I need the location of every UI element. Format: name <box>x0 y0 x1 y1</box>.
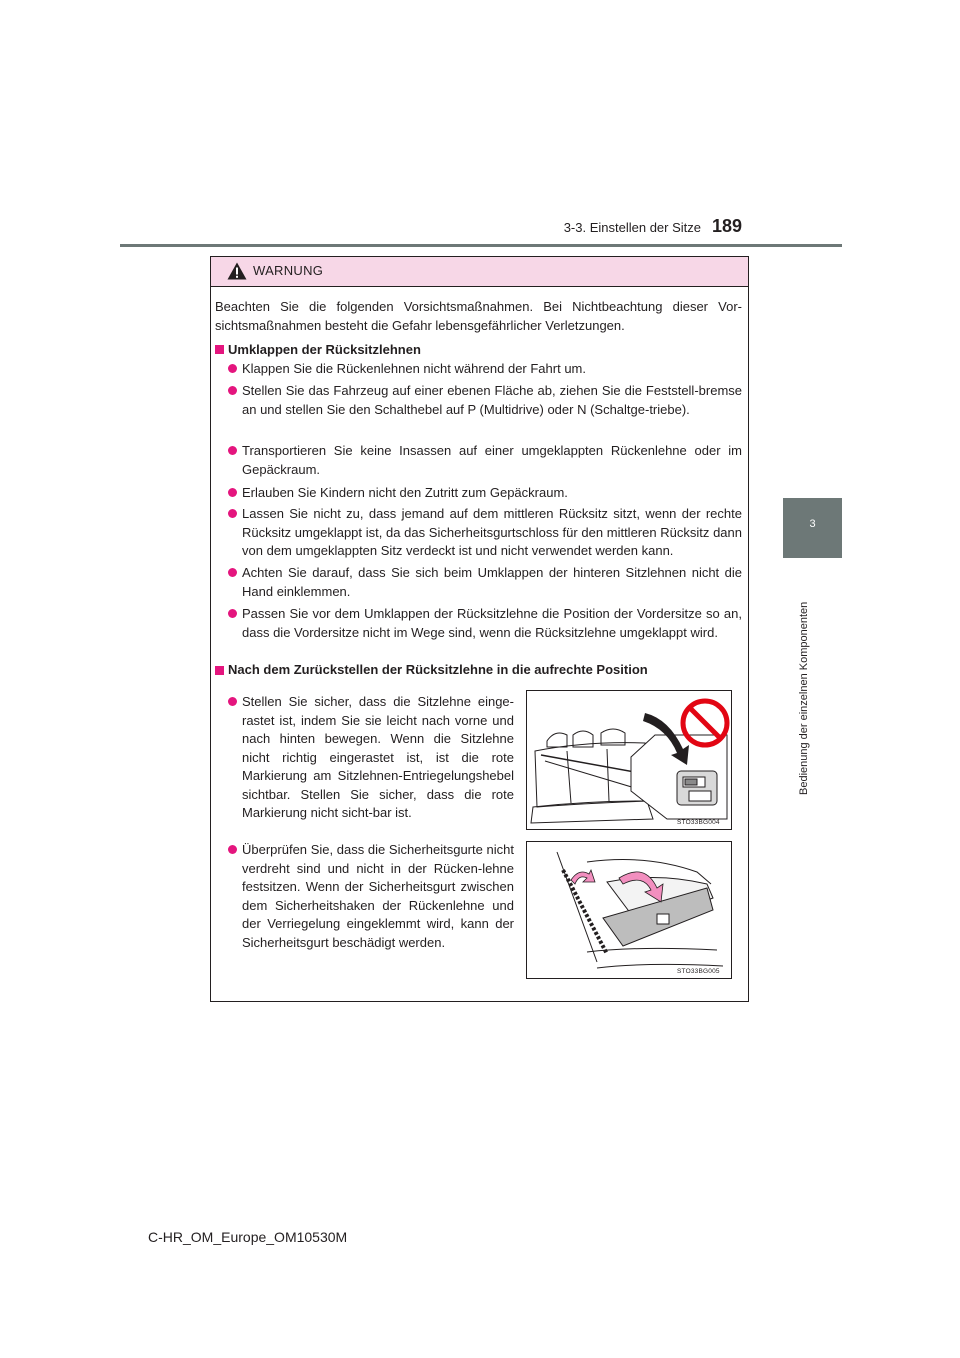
bullet-icon <box>228 509 237 518</box>
figure-seat-release-lever <box>526 690 732 830</box>
page-number: 189 <box>712 216 743 236</box>
section-marker-icon <box>215 666 224 675</box>
bullet-icon <box>228 609 237 618</box>
seatbelt-illustration <box>527 842 731 978</box>
section-marker-icon <box>215 345 224 354</box>
figure-code: STO33BG005 <box>677 968 720 975</box>
chapter-number: 3 <box>809 518 816 530</box>
warning-intro: Beachten Sie die folgenden Vorsichtsmaßnahmen. Bei Nichtbeachtung dieser Vor-sichtsmaßnahmen besteht die Gefahr lebensgefährlicher Verletzungen. <box>215 299 742 333</box>
list-item: Klappen Sie die Rückenlehnen nicht während der Fahrt um. <box>242 361 586 376</box>
section-heading: Nach dem Zurückstellen der Rücksitzlehne in die aufrechte Position <box>228 662 648 677</box>
list-item: Stellen Sie sicher, dass die Sitzlehne einge-rastet ist, indem Sie sie leicht nach vorne und nach hinten bewegen. Wenn die Sitzlehne nicht richtig eingerastet ist, ist die rote Markierung am Sitzlehnen-Entriegelungshebel sichtbar. Stellen Sie sicher, dass die rote Markierung nicht sicht-bar ist. <box>242 694 514 820</box>
header-rule <box>120 244 842 247</box>
document-id: C-HR_OM_Europe_OM10530M <box>148 1229 348 1245</box>
bullet-icon <box>228 386 237 395</box>
chapter-label: Bedienung der einzelnen Komponenten <box>798 601 810 795</box>
figure-code: STO33BG004 <box>677 819 720 826</box>
list-item: Überprüfen Sie, dass die Sicherheitsgurte nicht verdreht sind und nicht in der Rücken-lehne festsitzen. Wenn der Sicherheitsgurt zwischen dem Sicherheitshaken der Rückenlehne und der Verriegelung eingeklemmt wird, kann der Sicherheitsgurt beschädigt werden. <box>242 842 514 950</box>
warning-triangle-icon <box>227 262 247 280</box>
section-heading: Umklappen der Rücksitzlehnen <box>228 342 421 357</box>
list-item: Passen Sie vor dem Umklappen der Rücksitzlehne die Position der Vordersitze so an, dass die Vordersitze nicht im Wege sind, wenn die Rücksitzlehne umgeklappt wird. <box>242 606 742 640</box>
seat-release-illustration <box>527 691 731 829</box>
list-item: Lassen Sie nicht zu, dass jemand auf dem mittleren Rücksitz sitzt, wenn der rechte Rücksitz umgeklappt ist, da das Sicherheitsgurtschloss für den mittleren Rücksitz dann von dem umgeklappten Sitz verdeckt ist und nicht verwendet werden kann. <box>242 506 742 558</box>
figure-seatbelt <box>526 841 732 979</box>
bullet-icon <box>228 488 237 497</box>
list-item: Stellen Sie das Fahrzeug auf einer ebenen Fläche ab, ziehen Sie die Feststell-bremse an und stellen Sie den Schalthebel auf P (Multidrive) oder N (Schaltge-triebe). <box>242 383 742 417</box>
list-item: Transportieren Sie keine Insassen auf einer umgeklappten Rückenlehne oder im Gepäckraum. <box>242 443 742 477</box>
bullet-icon <box>228 568 237 577</box>
list-item: Erlauben Sie Kindern nicht den Zutritt zum Gepäckraum. <box>242 485 568 500</box>
bullet-icon <box>228 697 237 706</box>
bullet-icon <box>228 446 237 455</box>
section-title: 3-3. Einstellen der Sitze <box>563 220 701 235</box>
warning-title: WARNUNG <box>253 263 324 278</box>
list-item: Achten Sie darauf, dass Sie sich beim Umklappen der hinteren Sitzlehnen nicht die Hand einklemmen. <box>242 565 742 599</box>
bullet-icon <box>228 845 237 854</box>
bullet-icon <box>228 364 237 373</box>
